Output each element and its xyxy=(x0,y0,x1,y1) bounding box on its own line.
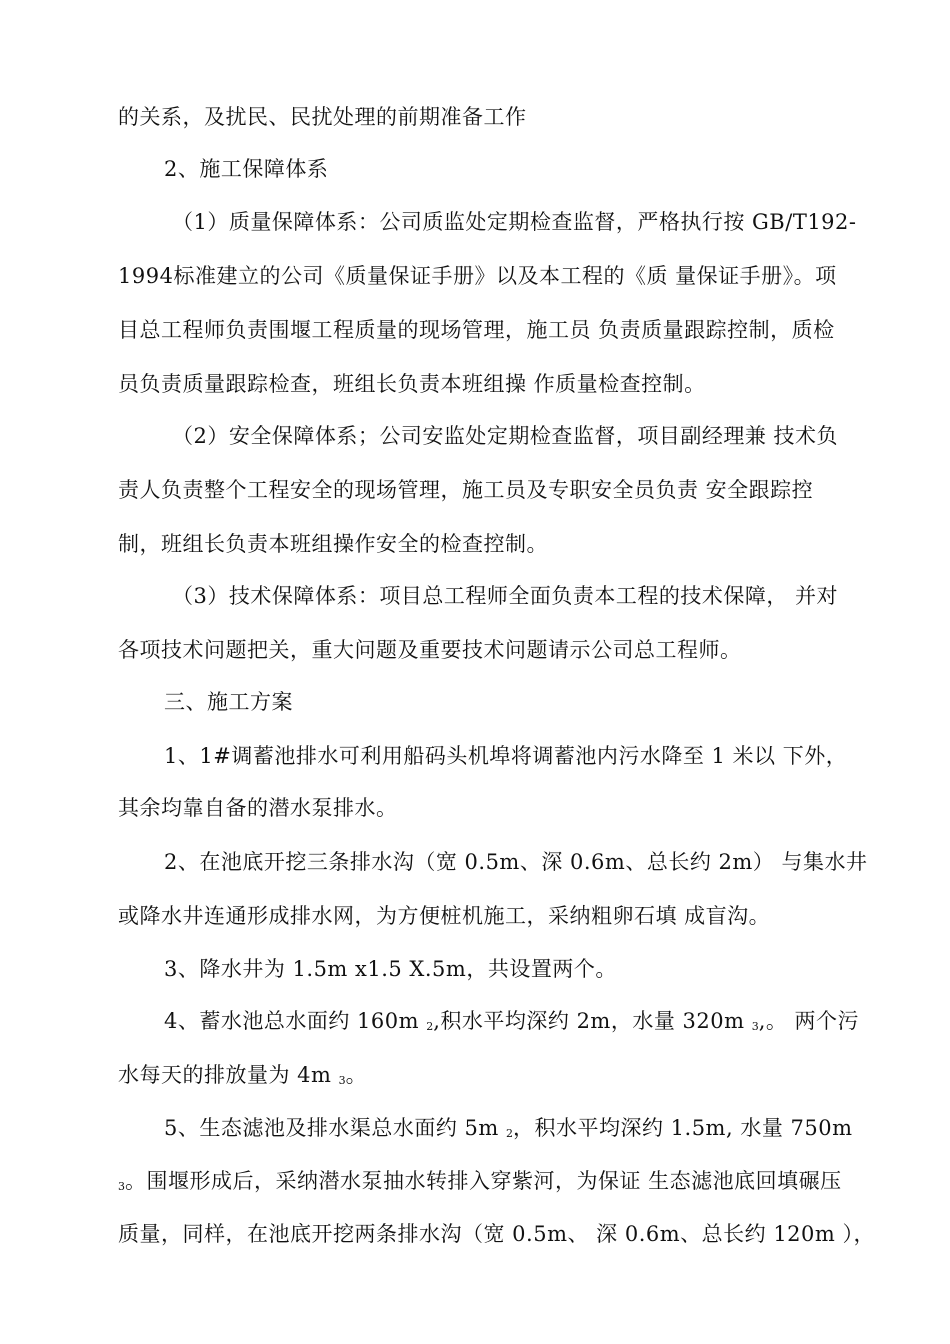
section-heading: 三、施工方案 xyxy=(164,690,293,714)
text-segment: 。 xyxy=(345,1063,368,1087)
section-heading: 2、施工保障体系 xyxy=(164,157,329,181)
text-line: 各项技术问题把关，重大问题及重要技术问题请示公司总工程师。 xyxy=(118,638,742,662)
text-segment: 水每天的排放量为 4m xyxy=(118,1063,339,1087)
subscript: 3 xyxy=(338,1074,346,1087)
text-line xyxy=(164,1007,904,1041)
text-line: （1）质量保障体系：公司质监处定期检查监督，严格执行按 GB/T192- xyxy=(172,210,857,234)
text-line: 或降水井连通形成排水网，为方便桩机施工，采纳粗卵石填 成盲沟。 xyxy=(118,904,771,928)
text-segment: ,积水平均深约 2m，水量 320m xyxy=(433,1009,752,1033)
text-segment: 5、生态滤池及排水渠总水面约 5m xyxy=(164,1116,506,1140)
text-line xyxy=(118,1167,858,1201)
text-segment: 。围堰形成后，采纳潜水泵抽水转排入穿紫河，为保证 生态滤池底回填碾压 xyxy=(125,1169,842,1193)
text-line: 的关系，及扰民、民扰处理的前期准备工作 xyxy=(118,105,527,129)
subscript: 3 xyxy=(118,1180,125,1193)
text-line: 制，班组长负责本班组操作安全的检查控制。 xyxy=(118,532,548,556)
subscript: 2 xyxy=(505,1127,513,1140)
text-line: 员负责质量跟踪检查，班组长负责本班组操 作质量检查控制。 xyxy=(118,372,706,396)
text-segment: ，积水平均深约 1.5m, 水量 750m xyxy=(512,1116,853,1140)
text-line: 目总工程师负责围堰工程质量的现场管理，施工员 负责质量跟踪控制，质检 xyxy=(118,318,835,342)
text-segment: 4、蓄水池总水面约 160m xyxy=(164,1009,427,1033)
text-line: 1994标准建立的公司《质量保证手册》以及本工程的《质 量保证手册》。项 xyxy=(118,264,837,288)
text-line: 2、在池底开挖三条排水沟（宽 0.5m、深 0.6m、总长约 2m） 与集水井 xyxy=(164,850,868,874)
text-line: 3、降水井为 1.5m x1.5 X.5m，共设置两个。 xyxy=(164,957,617,981)
text-line: （2）安全保障体系；公司安监处定期检查监督，项目副经理兼 技术负 xyxy=(172,424,839,448)
text-line: 质量，同样，在池底开挖两条排水沟（宽 0.5m、 深 0.6m、总长约 120m ）， xyxy=(118,1222,875,1246)
text-line: （3）技术保障体系：项目总工程师全面负责本工程的技术保障， 并对 xyxy=(172,584,839,608)
text-segment: ,。 两个污 xyxy=(758,1009,860,1033)
text-line xyxy=(164,1114,904,1148)
text-line: 其余均靠自备的潜水泵排水。 xyxy=(118,796,398,820)
subscript: 3 xyxy=(751,1020,759,1033)
text-line xyxy=(118,1061,858,1095)
text-line: 责人负责整个工程安全的现场管理，施工员及专职安全员负责 安全跟踪控 xyxy=(118,478,814,502)
subscript: 2 xyxy=(426,1020,434,1033)
text-line: 1、1#调蓄池排水可利用船码头机埠将调蓄池内污水降至 1 米以 下外， xyxy=(164,744,848,768)
